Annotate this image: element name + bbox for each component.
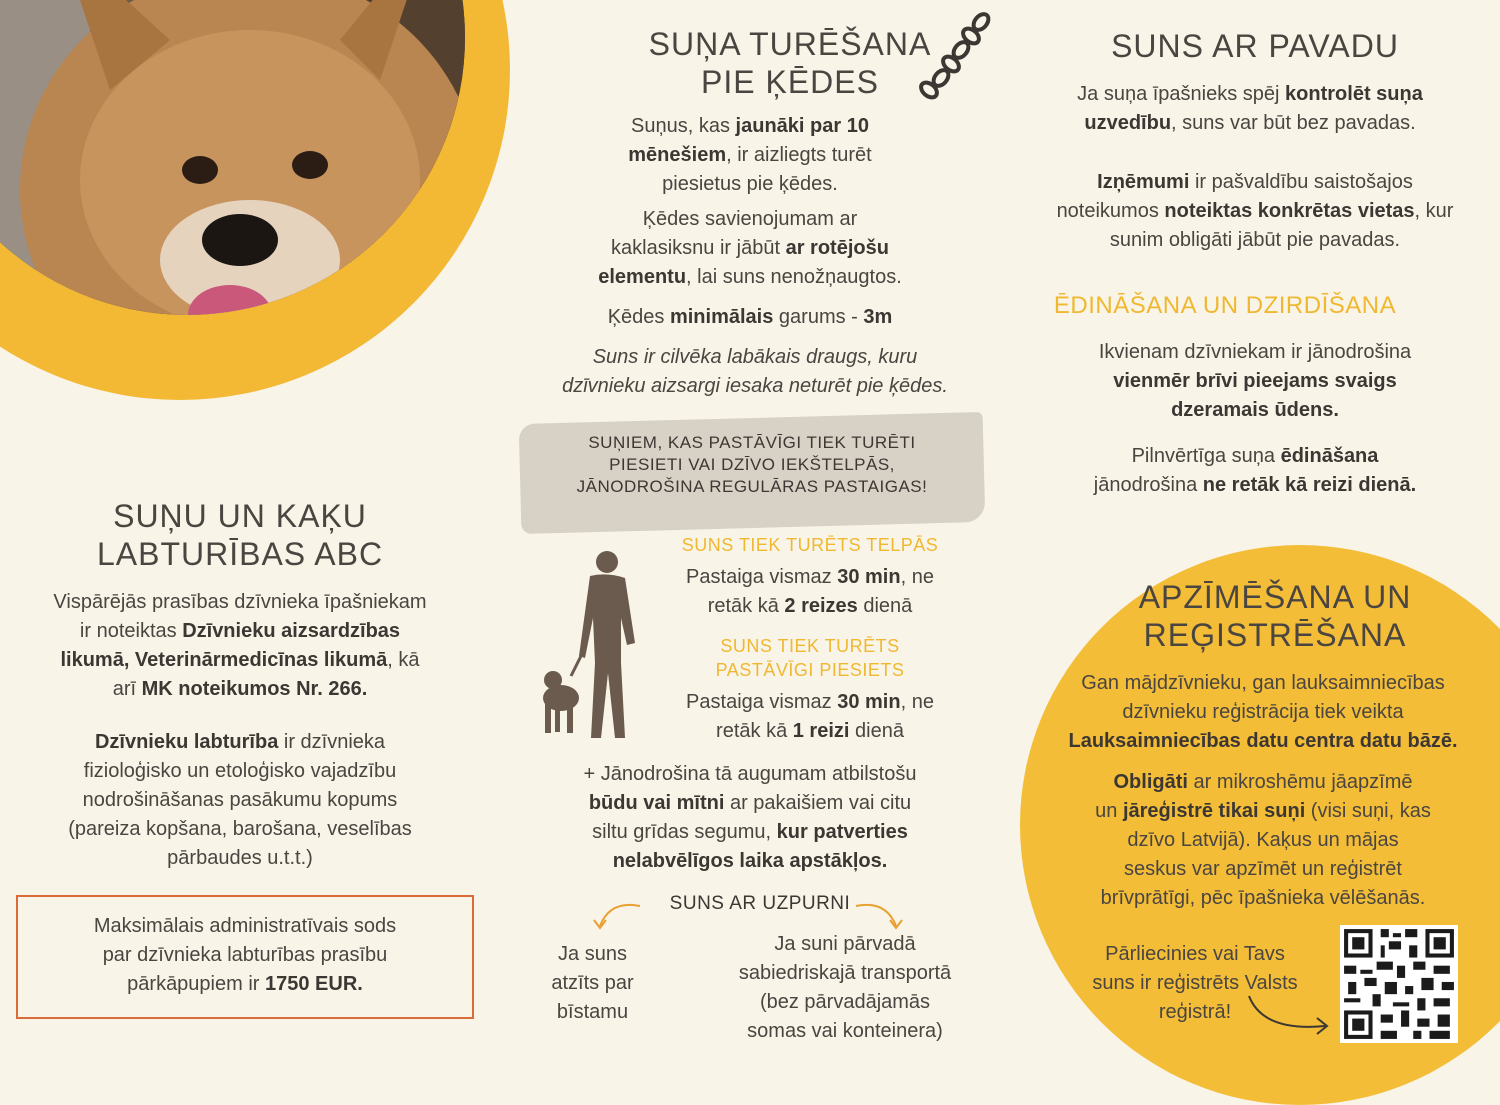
- text-line: [1000, 471, 1500, 500]
- text-span: , lai suns nenožņaugtos.: [686, 266, 902, 288]
- text-line: [640, 592, 980, 621]
- text-line: somas vai konteinera): [747, 1020, 943, 1042]
- bold-text: ne retāk kā reizi dienā.: [1202, 474, 1417, 496]
- text-span: garums -: [773, 306, 864, 328]
- bold-text: Dzīvnieku labturība: [94, 731, 279, 753]
- bold-text: elementu: [598, 266, 687, 288]
- registration-title-line2: REĢISTRĒŠANA: [1143, 617, 1407, 653]
- text-line: pārbaudes u.t.t.): [167, 847, 313, 869]
- bold-text: kontrolēt suņa: [1285, 83, 1423, 105]
- text-line: [0, 675, 480, 704]
- text-line: [510, 234, 990, 263]
- text-line: [1000, 168, 1500, 197]
- text-line: sabiedriskajā transportā: [738, 962, 952, 984]
- text-line: [16, 970, 474, 999]
- text-line: sunim obligāti jābūt pie pavadas.: [1109, 229, 1401, 251]
- text-span: Pilnvērtīga suņa: [1131, 445, 1281, 467]
- text-line: reģistrā!: [1158, 1001, 1232, 1023]
- registration-title-line1: APZĪMĒŠANA UN: [1138, 579, 1412, 615]
- fine-amount: 1750 EUR.: [265, 973, 363, 995]
- text-line: [0, 617, 480, 646]
- text-span: retāk kā: [716, 720, 793, 742]
- qr-code-icon[interactable]: [1340, 925, 1458, 1043]
- text-line: [0, 646, 480, 675]
- tied-title: [650, 634, 970, 682]
- text-line: suns ir reģistrēts Valsts: [1092, 972, 1298, 994]
- text-line: piesietus pie ķēdes.: [662, 173, 838, 195]
- text-span: noteikumos: [1056, 200, 1165, 222]
- text-line: [640, 688, 980, 717]
- registration-database: [1028, 669, 1498, 756]
- text-line: [1000, 197, 1500, 226]
- walk-banner-text: [520, 432, 984, 498]
- left-general-requirements: [0, 588, 480, 704]
- text-span: Suņus, kas: [631, 115, 736, 137]
- bold-text: uzvedību: [1084, 112, 1172, 134]
- text-line: Ja suni pārvadā: [774, 933, 916, 955]
- chain-icon: [905, 10, 995, 100]
- bold-text: dzeramais ūdens.: [1171, 399, 1339, 421]
- text-line: [0, 728, 480, 757]
- chain-age-rule: [530, 112, 970, 199]
- indoor-walk-rule: [640, 563, 980, 621]
- text-span: , ir aizliegts turēt: [726, 144, 872, 166]
- bold-text: jaunāki par 10: [735, 115, 869, 137]
- bold-text: 30 min: [837, 566, 901, 588]
- text-line: [1028, 727, 1498, 756]
- muzzle-transport: [700, 930, 990, 1046]
- text-line: dzīvnieku reģistrācija tiek veikta: [1122, 701, 1404, 723]
- text-span: jānodrošina: [1093, 474, 1203, 496]
- text-line: dzīvo Latvijā). Kaķus un mājas: [1127, 829, 1399, 851]
- text-line: [500, 818, 1000, 847]
- text-line: [1028, 768, 1498, 797]
- tied-title-line1: SUNS TIEK TURĒTS: [720, 636, 900, 656]
- text-line: nodrošināšanas pasākumu kopums: [82, 789, 398, 811]
- leash-title: SUNS AR PAVADU: [1111, 28, 1399, 64]
- text-line: [530, 112, 970, 141]
- text-span: ar pakaišiem vai citu: [724, 792, 912, 814]
- text-line: par dzīvnieka labturības prasību: [102, 944, 388, 966]
- bold-text: Obligāti: [1113, 771, 1188, 793]
- muzzle-dangerous: [520, 940, 665, 1027]
- text-span: , kur: [1414, 200, 1454, 222]
- text-line: [1000, 80, 1500, 109]
- text-line: Maksimālais administratīvais sods: [93, 915, 397, 937]
- bold-text: jāreģistrē tikai suņi: [1122, 800, 1306, 822]
- text-span: retāk kā: [707, 595, 785, 617]
- bold-text: noteiktas konkrētas vietas: [1164, 200, 1415, 222]
- text-line: [510, 263, 990, 292]
- water-rule: [1000, 338, 1500, 425]
- tied-walk-rule: [640, 688, 980, 746]
- text-line: fizioloģisko un etoloģisko vajadzību: [83, 760, 397, 782]
- tied-title-line2: PASTĀVĪGI PIESIETS: [715, 660, 905, 680]
- text-span: dienā: [857, 595, 913, 617]
- chain-advice: [510, 343, 1000, 401]
- bold-text: 2 reizes: [784, 595, 858, 617]
- text-span: (visi suņi, kas: [1305, 800, 1431, 822]
- text-span: Pastaiga vismaz: [686, 691, 838, 713]
- text-span: arī: [112, 678, 142, 700]
- text-line: [1028, 797, 1498, 826]
- text-span: ir noteiktas: [79, 620, 183, 642]
- left-title: [0, 497, 480, 573]
- dog-illustration: [0, 0, 465, 315]
- text-span: ir pašvaldību saistošajos: [1189, 171, 1413, 193]
- shelter-rule: [500, 760, 1000, 876]
- text-span: , kā: [387, 649, 420, 671]
- bold-text: Dzīvnieku aizsardzības: [182, 620, 401, 642]
- muzzle-title: SUNS AR UZPURNI: [669, 893, 851, 914]
- walker-silhouette-icon: [535, 548, 655, 743]
- leash-exceptions: [1000, 168, 1500, 255]
- text-line: [500, 789, 1000, 818]
- text-span: dienā: [849, 720, 904, 742]
- chain-swivel-rule: [510, 205, 990, 292]
- text-span: Pastaiga vismaz: [686, 566, 838, 588]
- bold-text: MK noteikumos Nr. 266.: [141, 678, 368, 700]
- text-span: , suns var būt bez pavadas.: [1171, 112, 1416, 134]
- bold-text: kur patverties: [776, 821, 908, 843]
- left-title-line1: SUŅU UN KAĶU: [113, 498, 367, 534]
- text-span: kaklasiksnu ir jābūt: [611, 237, 786, 259]
- fine-text: [16, 912, 474, 999]
- text-line: [1000, 367, 1500, 396]
- bold-text: būdu vai mītni: [588, 792, 725, 814]
- bold-text: ar rotējošu: [785, 237, 889, 259]
- text-line: dzīvnieku aizsargi iesaka neturēt pie ķēdes.: [562, 375, 948, 397]
- chain-length-rule: [510, 303, 990, 332]
- text-line: [1000, 109, 1500, 138]
- bold-text: likumā, Veterinārmedicīnas likumā: [60, 649, 388, 671]
- text-line: [640, 563, 980, 592]
- text-line: [640, 717, 980, 746]
- text-line: JĀNODROŠINA REGULĀRAS PASTAIGAS!: [576, 477, 928, 496]
- text-span: ir dzīvnieka: [278, 731, 386, 753]
- text-span: siltu grīdas segumu,: [592, 821, 777, 843]
- registration-title: [1040, 578, 1500, 654]
- text-line: (bez pārvadājamās: [759, 991, 931, 1013]
- feeding-title: ĒDINĀŠANA UN DZIRDĪŠANA: [1053, 292, 1397, 319]
- bold-text: vienmēr brīvi pieejams svaigs: [1113, 370, 1397, 392]
- text-line: Gan mājdzīvnieku, gan lauksaimniecības: [1081, 672, 1445, 694]
- bold-text: 1 reizi: [792, 720, 850, 742]
- leash-control-rule: [1000, 80, 1500, 138]
- bold-text: nelabvēlīgos laika apstākļos.: [612, 850, 888, 872]
- text-line: PIESIETI VAI DZĪVO IEKŠTELPĀS,: [609, 455, 895, 474]
- text-line: [1000, 396, 1500, 425]
- chain-title-line1: SUŅA TURĒŠANA: [648, 26, 932, 62]
- bold-text: ēdināšana: [1280, 445, 1379, 467]
- bold-text: 3m: [863, 306, 893, 328]
- left-welfare-definition: [0, 728, 480, 873]
- text-line: seskus var apzīmēt un reģistrēt: [1124, 858, 1402, 880]
- text-line: Pārliecinies vai Tavs: [1105, 943, 1285, 965]
- registration-mandatory: [1028, 768, 1498, 913]
- bold-text: minimālais: [669, 306, 774, 328]
- text-line: bīstamu: [556, 1001, 629, 1023]
- text-line: [500, 847, 1000, 876]
- chain-title-line2: PIE ĶĒDES: [701, 64, 879, 100]
- text-span: , ne: [900, 691, 934, 713]
- bold-text: mēnešiem: [628, 144, 727, 166]
- text-line: [530, 141, 970, 170]
- text-span: Ja suņa īpašnieks spēj: [1077, 83, 1286, 105]
- text-line: Suns ir cilvēka labākais draugs, kuru: [592, 346, 918, 368]
- left-title-line2: LABTURĪBAS ABC: [96, 536, 384, 572]
- indoor-title: SUNS TIEK TURĒTS TELPĀS: [681, 535, 939, 555]
- text-line: Ķēdes savienojumam ar: [642, 208, 858, 230]
- curved-arrow-icon: [1245, 992, 1340, 1040]
- bold-text: Izņēmumi: [1097, 171, 1190, 193]
- text-line: atzīts par: [551, 972, 634, 994]
- text-span: pārkāpupiem ir: [127, 973, 265, 995]
- text-span: ar mikroshēmu jāapzīmē: [1187, 771, 1413, 793]
- text-line: Ikvienam dzīvniekam ir jānodrošina: [1098, 341, 1412, 363]
- text-line: Ja suns: [558, 943, 627, 965]
- text-span: , ne: [900, 566, 934, 588]
- text-line: + Jānodrošina tā augumam atbilstošu: [583, 763, 917, 785]
- curved-arrow-icon: [588, 896, 648, 936]
- text-line: [1000, 442, 1500, 471]
- bold-text: 30 min: [837, 691, 901, 713]
- text-span: Ķēdes: [607, 306, 670, 328]
- feeding-rule: [1000, 442, 1500, 500]
- dog-photo: [0, 0, 465, 315]
- photo-frame: [0, 0, 510, 400]
- text-line: brīvprātīgi, pēc īpašnieka vēlēšanās.: [1100, 887, 1426, 909]
- text-line: SUŅIEM, KAS PASTĀVĪGI TIEK TURĒTI: [588, 433, 916, 452]
- text-span: un: [1095, 800, 1123, 822]
- text-line: (pareiza kopšana, barošana, veselības: [68, 818, 412, 840]
- bold-text: Lauksaimniecības datu centra datu bāzē.: [1068, 730, 1458, 752]
- text-line: Vispārējās prasības dzīvnieka īpašniekam: [53, 591, 427, 613]
